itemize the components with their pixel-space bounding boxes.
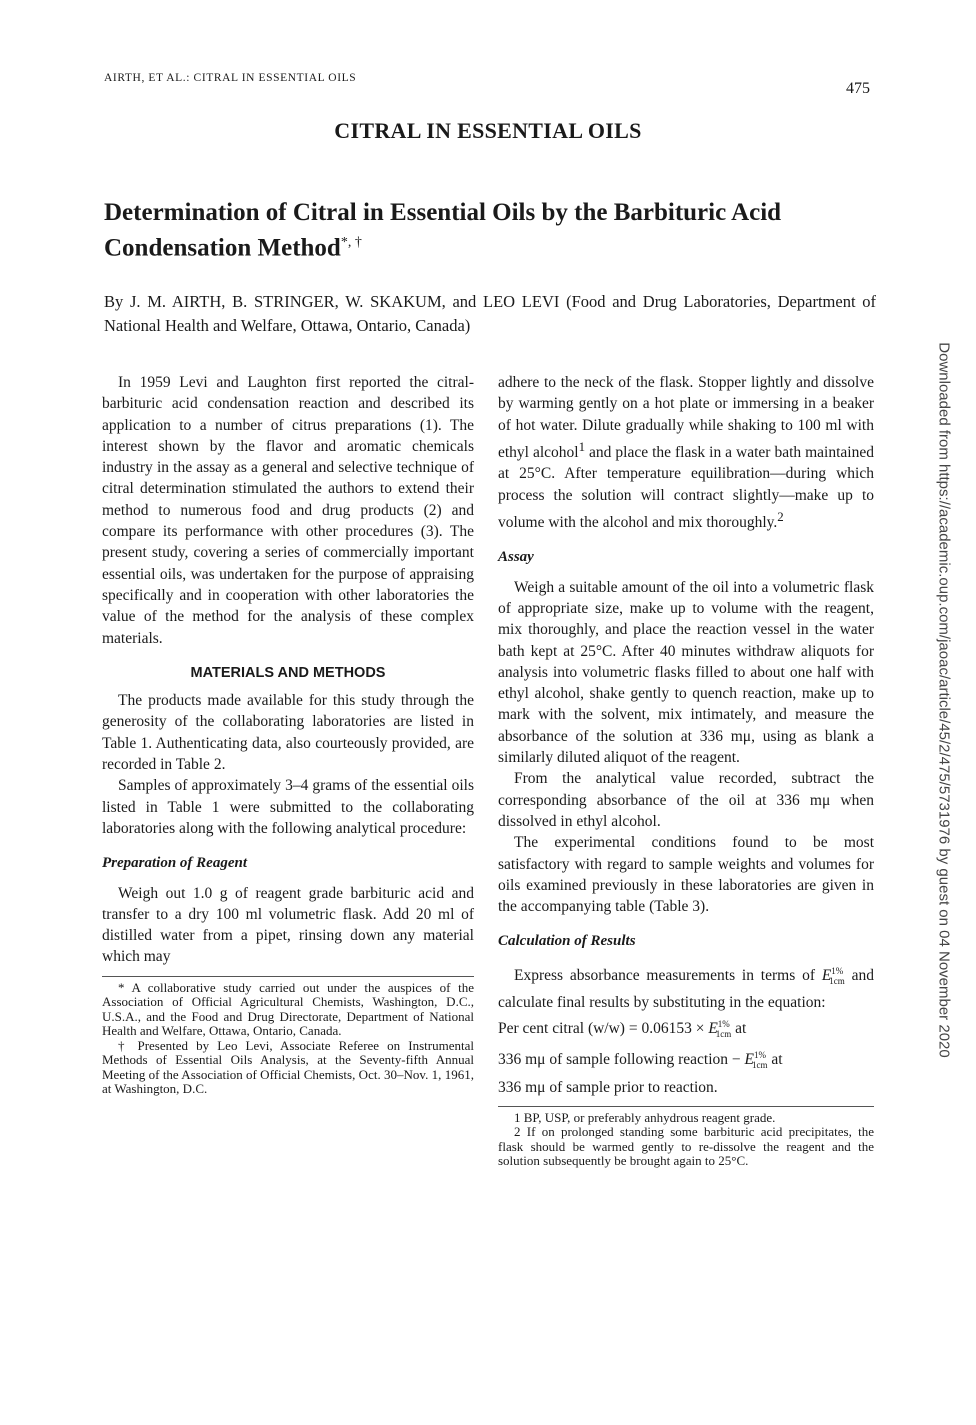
footnote-2: 2 If on prolonged standing some barbituric acid precipitates, the flask should be warmed gently to re-dissolve the reagent and the solution subsequently be brought again to 25°C. — [498, 1124, 874, 1169]
left-column — [102, 372, 474, 1097]
reagent-paragraph: Weigh out 1.0 g of reagent grade barbituric acid and transfer to a dry 100 ml volumetric flask. Add 20 ml of distilled water from a pipet, rinsing down any material which may — [102, 884, 474, 966]
calculation-text-b: and calculate final results by substituting in the equation: — [498, 966, 874, 1012]
right-footnotes — [498, 1106, 874, 1169]
e-superscript: 1% — [831, 965, 844, 976]
equation-line-1 — [498, 1014, 874, 1046]
e-subscript: 1cm — [829, 975, 845, 986]
page-number: 475 — [846, 80, 870, 97]
materials-heading: MATERIALS AND METHODS — [190, 664, 386, 681]
reagent-continued-paragraph — [498, 372, 874, 533]
equation-e-sup-2: 1% — [753, 1050, 766, 1061]
left-footnotes — [102, 976, 474, 1097]
footnote-1: 1 BP, USP, or preferably anhydrous reagent grade. — [514, 1109, 776, 1125]
running-head: AIRTH, ET AL.: CITRAL IN ESSENTIAL OILS — [104, 72, 357, 84]
article-title-footnote-marks: *, † — [340, 235, 362, 250]
equation-text-2: 336 mμ of sample following reaction − — [498, 1051, 745, 1069]
footnote-ref-2: 2 — [777, 508, 784, 524]
calculation-heading: Calculation of Results — [498, 933, 636, 950]
intro-paragraph: In 1959 Levi and Laughton first reported the citral-barbituric acid condensation reaction and described its application to a number of citrus preparations (1). The interest shown by the flavor and aromatic chemicals industry in the assay as a general and selective technique of citral determination stimulated the authors to extend their method to numerous food and drug products (2) and compare its performance with other procedures (3). The present study, covering a series of commercially important essential oils, was undertaken for the purpose of appraising specifically and in cooperation with other laboratories the value of the method for the analysis of these complex materials. — [102, 374, 474, 647]
section-title: CITRAL IN ESSENTIAL OILS — [334, 118, 642, 143]
calculation-text-a: Express absorbance measurements in terms of — [514, 966, 822, 984]
calculation-paragraph — [498, 961, 874, 1014]
reagent-continued-text-b: and place the flask in a water bath maintained at 25°C. After temperature equilibration—during which process the solution will contract slightly—make up to volume with the alcohol and mix thoroughly. — [498, 444, 874, 532]
footnote-dagger: † Presented by Leo Levi, Associate Referee on Instrumental Methods of Essential Oils Analysis, at the Seventy-fifth Annual Meeting of the Association of Official Chemists, Oct. 30–Nov. 1, 1961, at Washington, D.C. — [102, 1037, 474, 1097]
assay-paragraph-2: From the analytical value recorded, subtract the corresponding absorbance of the oil at 336 mμ when dissolved in ethyl alcohol. — [498, 770, 874, 830]
article-title — [104, 198, 876, 263]
materials-paragraph-2: Samples of approximately 3–4 grams of the essential oils listed in Table 1 were submitted to the collaborating laboratories along with the following analytical procedure: — [102, 777, 474, 837]
reagent-heading: Preparation of Reagent — [102, 855, 247, 872]
footnote-star: * A collaborative study carried out under the auspices of the Association of Official Agricultural Chemists, Washington, D.C., U.S.A., and the Food and Drug Directorate, Department of National Health and Welfare, Ottawa, Ontario, Canada. — [102, 979, 474, 1039]
materials-paragraph-1: The products made available for this study through the generosity of the collaborating laboratories are listed in Table 1. Authenticating data, also courteously provided, are recorded in Table 2. — [102, 692, 474, 774]
footnote-ref-1: 1 — [578, 438, 586, 454]
equation-line-3: 336 mμ of sample prior to reaction. — [498, 1078, 718, 1096]
assay-heading: Assay — [498, 549, 534, 566]
e-symbol: E — [821, 966, 832, 984]
equation-e-sub-1: 1cm — [715, 1028, 732, 1039]
equation-at-2: at — [767, 1051, 783, 1069]
assay-paragraph-3: The experimental conditions found to be most satisfactory with regard to sample weights and volumes for oils examined previously in these laboratories are given in the accompanying table (Table 3). — [498, 834, 874, 916]
right-column — [498, 372, 874, 1169]
equation-text-1: Per cent citral (w/w) = 0.06153 × — [498, 1019, 709, 1037]
equation-at-1: at — [731, 1019, 747, 1037]
equation-e-symbol-1: E — [708, 1019, 718, 1037]
download-watermark: Downloaded from https://academic.oup.com/jaoac/article/45/2/475/5731976 by guest on 04 November 2020 — [935, 342, 953, 1058]
equation-e-sup-1: 1% — [717, 1018, 730, 1029]
equation-line-2 — [498, 1045, 874, 1077]
article-title-text: Determination of Citral in Essential Oils by the Barbituric Acid Condensation Method — [104, 199, 782, 262]
equation-e-symbol-2: E — [744, 1051, 754, 1069]
byline: By J. M. AIRTH, B. STRINGER, W. SKAKUM, and LEO LEVI (Food and Drug Laboratories, Department of National Health and Welfare, Ottawa, Ontario, Canada) — [104, 292, 876, 335]
equation-e-sub-2: 1cm — [751, 1060, 768, 1071]
assay-paragraph-1: Weigh a suitable amount of the oil into a volumetric flask of appropriate size, make up to volume with the reagent, mix thoroughly, and place the reaction vessel in the water bath kept at 25°C. After 40 minutes withdraw aliquots for analysis into volumetric flasks filled to about one half with ethyl alcohol, shake gently to quench reaction, make up to mark with the solvent, mix intimately, and measure the absorbance of the solution at 336 mμ, using as blank a similarly diluted aliquot of the reagent. — [498, 578, 874, 767]
reagent-continued-text-a: adhere to the neck of the flask. Stopper lightly and dissolve by warming gently on a hot plate or immersing in a beaker of hot water. Dilute gradually while shaking to 100 ml with ethyl alcohol — [498, 374, 874, 462]
